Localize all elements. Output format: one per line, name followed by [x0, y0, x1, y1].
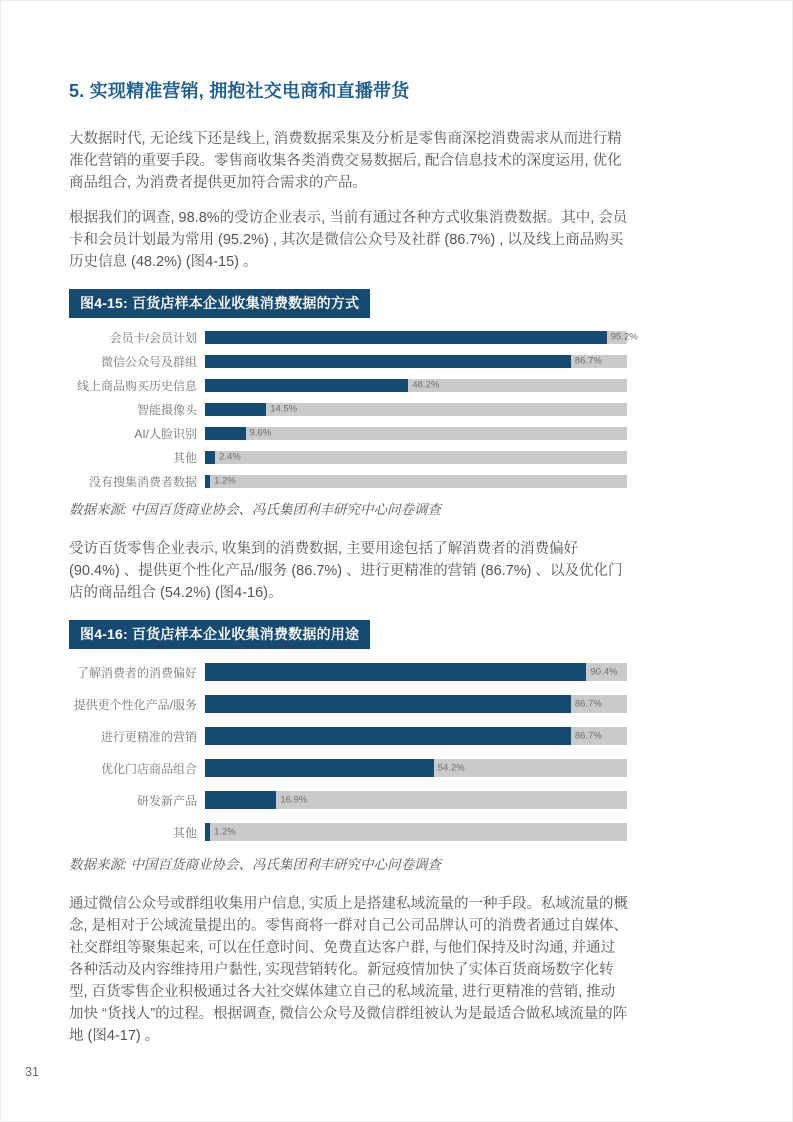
bar-fill [205, 451, 215, 464]
bar-value-label: 86.7% [574, 355, 602, 367]
paragraph-intro: 大数据时代, 无论线下还是线上, 消费数据采集及分析是零售商深挖消费需求从而进行精准化营销的重要手段。零售商收集各类消费交易数据后, 配合信息技术的深度运用, 优化商品组合, 为消费者提供更加符合需求的产品。 [69, 131, 622, 191]
chart-bar-row [69, 784, 627, 816]
bar-category-label: 智能摄像头 [136, 402, 197, 417]
bar-value-label: 86.7% [574, 698, 602, 710]
figure-4-16-chart [69, 656, 627, 848]
bar-fill [205, 663, 586, 681]
bar-track [205, 379, 627, 392]
paragraph-private-traffic: 通过微信公众号或群组收集用户信息, 实质上是搭建私域流量的一种手段。私域流量的概念, 是相对于公域流量提出的。零售商将一群对自己公司品牌认可的消费者通过自媒体、社交群组等聚集起来, 可以在任意时间、免费直达客户群, 与他们保持及时沟通, 并通过各种活动及内容维持用户黏性, 实现营销转化。新冠疫情加快了实体百货商场数字化转型, 百货零售企业积极通过各大社交媒体建立自己的私域流量, 进行更精准的营销, 推动加快 “货找人”的过程。根据调查, 微信公众号及微信群组被认为是最适合做私域流量的阵地 (图4-17) 。 [69, 896, 629, 1044]
bar-fill [205, 791, 276, 809]
figure-4-16-title: 图4-16: 百货店样本企业收集消费数据的用途 [69, 620, 370, 649]
bar-track [205, 823, 627, 841]
paragraph-survey-methods: 根据我们的调查, 98.8%的受访企业表示, 当前有通过各种方式收集消费数据。其中, 会员卡和会员计划最为常用 (95.2%) , 其次是微信公众号及社群 (86.7%) , 以及线上商品购买历史信息 (48.2%) (图4-15) 。 [69, 210, 628, 270]
page-content [1, 1, 638, 1047]
chart-bar-row [69, 373, 627, 397]
bar-track [205, 427, 627, 440]
bar-track [205, 663, 627, 681]
bar-category-label: AI/人脸识别 [134, 426, 197, 441]
figure-4-15-chart [69, 325, 638, 493]
bar-track [205, 759, 627, 777]
chart-bar-row [69, 656, 627, 688]
bar-category-label: 线上商品购买历史信息 [76, 378, 197, 393]
bar-value-label: 9.6% [249, 427, 272, 439]
bar-value-label: 90.4% [590, 666, 618, 678]
bar-value-label: 54.2% [437, 762, 465, 774]
bar-track [205, 331, 638, 344]
chart-bar-row [69, 349, 627, 373]
paragraph-data-usage: 受访百货零售企业表示, 收集到的消费数据, 主要用途包括了解消费者的消费偏好 (90.4%) 、提供更个性化产品/服务 (86.7%) 、进行更精准的营销 (86.7%) 、以及优化门店的商品组合 (54.2%) (图4-16)。 [69, 541, 623, 601]
bar-value-label: 86.7% [574, 730, 602, 742]
bar-value-label: 1.2% [214, 826, 236, 838]
bar-track [205, 451, 627, 464]
chart-bar-row [69, 325, 638, 349]
bar-category-label: 提供更个性化产品/服务 [73, 697, 197, 712]
chart-bar-row [69, 421, 627, 445]
figure-4-15-title: 图4-15: 百货店样本企业收集消费数据的方式 [69, 289, 370, 318]
chart-bar-row [69, 720, 627, 752]
bar-fill [205, 427, 246, 440]
bar-value-label: 95.2% [610, 331, 638, 343]
bar-category-label: 没有搜集消费者数据 [88, 474, 197, 489]
bar-fill [205, 355, 571, 368]
figure-4-16 [69, 620, 631, 873]
figure-4-15-source: 数据来源: 中国百货商业协会、冯氏集团利丰研究中心问卷调查 [69, 502, 442, 517]
bar-value-label: 48.2% [412, 379, 440, 391]
bar-category-label: 其他 [172, 825, 197, 840]
section-heading: 5. 实现精准营销, 拥抱社交电商和直播带货 [69, 81, 410, 101]
bar-track [205, 727, 627, 745]
bar-category-label: 会员卡/会员计划 [109, 330, 197, 345]
bar-category-label: 微信公众号及群组 [100, 354, 197, 369]
figure-4-16-source: 数据来源: 中国百货商业协会、冯氏集团利丰研究中心问卷调查 [69, 857, 442, 872]
bar-track [205, 355, 627, 368]
bar-fill [205, 823, 210, 841]
chart-bar-row [69, 469, 627, 493]
bar-category-label: 其他 [172, 450, 197, 465]
bar-fill [205, 727, 571, 745]
bar-track [205, 695, 627, 713]
bar-category-label: 优化门店商品组合 [100, 761, 197, 776]
bar-value-label: 16.9% [280, 794, 308, 806]
chart-bar-row [69, 445, 627, 469]
bar-track [205, 475, 627, 488]
chart-bar-row [69, 688, 627, 720]
page-number: 31 [25, 1065, 39, 1079]
bar-category-label: 进行更精准的营销 [100, 729, 197, 744]
bar-fill [205, 379, 408, 392]
bar-fill [205, 759, 434, 777]
bar-fill [205, 695, 571, 713]
bar-value-label: 14.5% [270, 403, 298, 415]
bar-fill [205, 331, 607, 344]
bar-value-label: 2.4% [219, 451, 241, 463]
bar-track [205, 791, 627, 809]
bar-category-label: 研发新产品 [136, 793, 197, 808]
bar-fill [205, 403, 266, 416]
chart-bar-row [69, 397, 627, 421]
bar-category-label: 了解消费者的消费偏好 [76, 665, 197, 680]
figure-4-15 [69, 289, 638, 518]
chart-bar-row [69, 816, 627, 848]
bar-fill [205, 475, 210, 488]
chart-bar-row [69, 752, 627, 784]
bar-track [205, 403, 627, 416]
bar-value-label: 1.2% [214, 475, 236, 487]
